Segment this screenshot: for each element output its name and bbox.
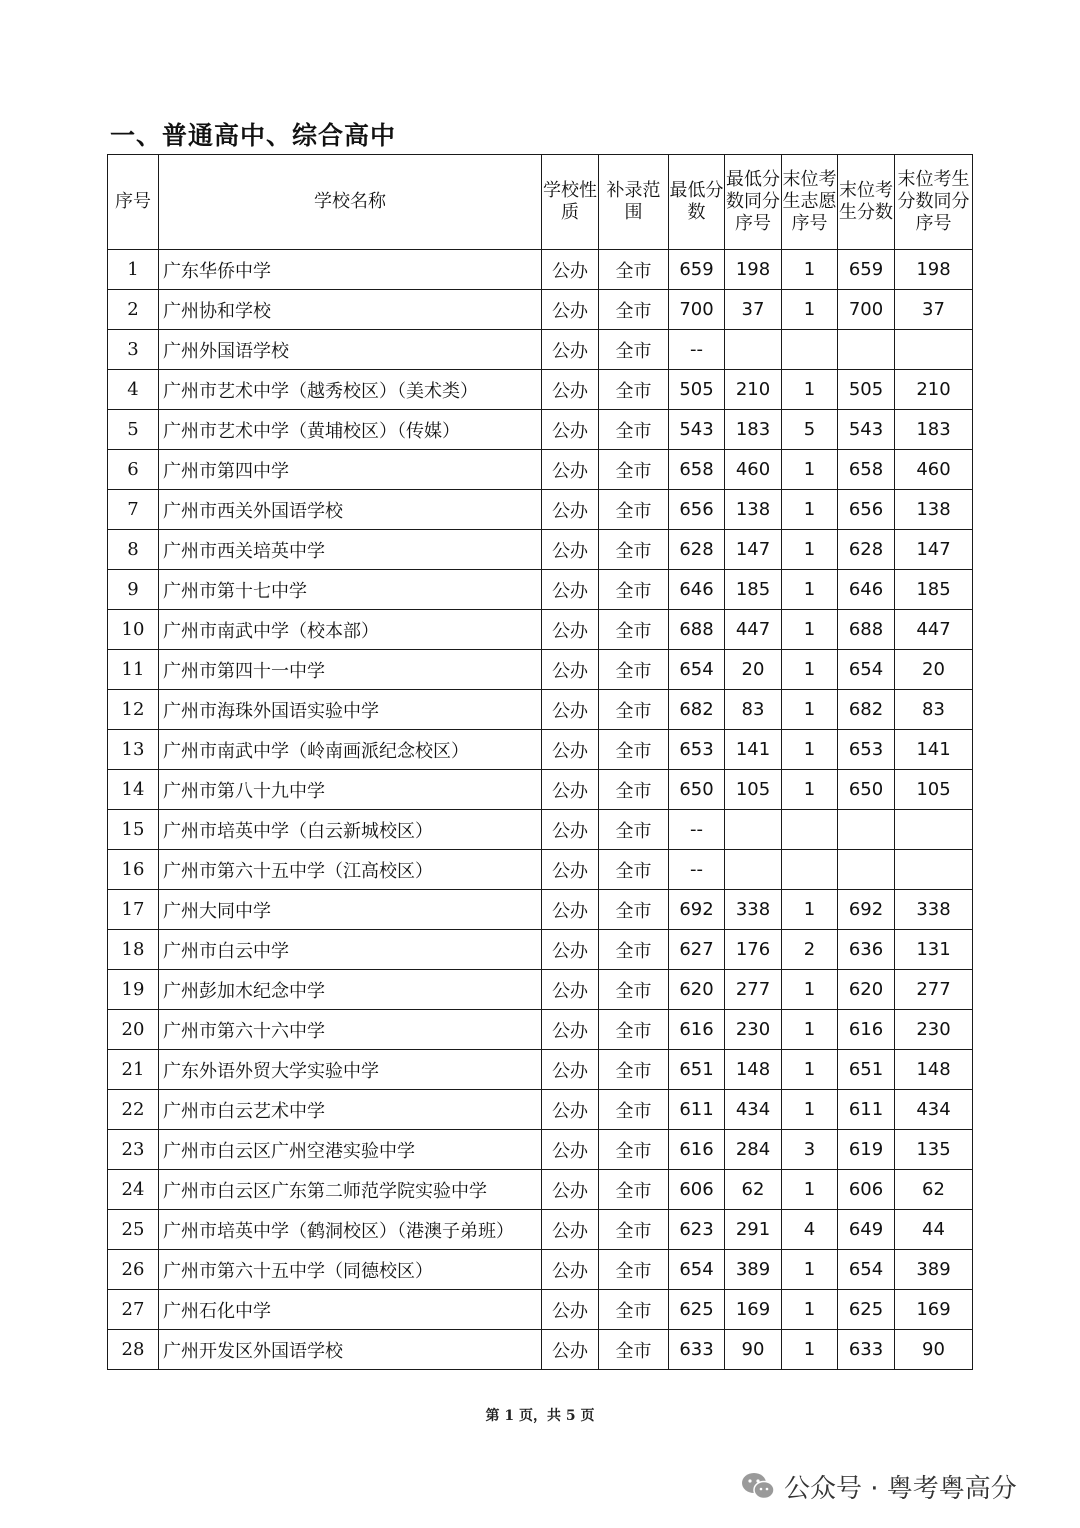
- table-cell: 1: [782, 250, 838, 290]
- table-cell: 24: [108, 1170, 159, 1210]
- table-cell: 183: [725, 410, 782, 450]
- table-cell: 全市: [599, 770, 669, 810]
- table-cell: 606: [838, 1170, 895, 1210]
- table-cell: 全市: [599, 450, 669, 490]
- table-cell: [782, 810, 838, 850]
- table-cell: [838, 810, 895, 850]
- table-cell: 277: [725, 970, 782, 1010]
- table-cell: 198: [895, 250, 973, 290]
- table-cell: 公办: [542, 570, 599, 610]
- table-cell: [838, 850, 895, 890]
- table-cell: 141: [895, 730, 973, 770]
- table-cell: 700: [838, 290, 895, 330]
- table-cell: [725, 810, 782, 850]
- table-cell: 447: [725, 610, 782, 650]
- table-cell: 12: [108, 690, 159, 730]
- table-cell: 3: [782, 1130, 838, 1170]
- table-row: [108, 370, 973, 410]
- table-cell: 389: [895, 1250, 973, 1290]
- table-cell: 692: [669, 890, 725, 930]
- table-header-row: [108, 155, 973, 250]
- table-row: [108, 770, 973, 810]
- table-cell: [725, 850, 782, 890]
- page-footer: 第 1 页，共 5 页: [485, 1408, 595, 1424]
- table-row: [108, 890, 973, 930]
- table-cell: 全市: [599, 1090, 669, 1130]
- table-cell: 646: [838, 570, 895, 610]
- table-cell: 全市: [599, 690, 669, 730]
- table-cell: 公办: [542, 970, 599, 1010]
- table-cell: 1: [782, 370, 838, 410]
- table-cell: 公办: [542, 890, 599, 930]
- table-cell: 公办: [542, 850, 599, 890]
- table-cell: 135: [895, 1130, 973, 1170]
- table-cell: 434: [725, 1090, 782, 1130]
- table-cell: 全市: [599, 610, 669, 650]
- table-cell: 公办: [542, 1290, 599, 1330]
- table-row: [108, 850, 973, 890]
- table-cell: 25: [108, 1210, 159, 1250]
- header-last-score: 末位考生分数: [838, 155, 895, 250]
- table-cell: 692: [838, 890, 895, 930]
- table-cell: 全市: [599, 330, 669, 370]
- table-cell: 全市: [599, 1250, 669, 1290]
- table-cell: 90: [895, 1330, 973, 1370]
- table-cell: 公办: [542, 1330, 599, 1370]
- table-cell: 543: [669, 410, 725, 450]
- header-school-type: 学校性质: [542, 155, 599, 250]
- table-cell: 广州外国语学校: [159, 330, 542, 370]
- table-cell: 公办: [542, 330, 599, 370]
- table-cell: 183: [895, 410, 973, 450]
- table-cell: 37: [725, 290, 782, 330]
- table-cell: 公办: [542, 1250, 599, 1290]
- table-cell: 广州市培英中学（鹤洞校区）（港澳子弟班）: [159, 1210, 542, 1250]
- table-cell: 185: [725, 570, 782, 610]
- table-cell: 17: [108, 890, 159, 930]
- table-cell: 628: [838, 530, 895, 570]
- table-cell: 广州开发区外国语学校: [159, 1330, 542, 1370]
- table-row: [108, 1130, 973, 1170]
- table-cell: 23: [108, 1130, 159, 1170]
- table-cell: 公办: [542, 1010, 599, 1050]
- table-cell: 全市: [599, 1050, 669, 1090]
- table-cell: 广州市南武中学（岭南画派纪念校区）: [159, 730, 542, 770]
- table-cell: 628: [669, 530, 725, 570]
- table-row: [108, 1010, 973, 1050]
- table-cell: 20: [725, 650, 782, 690]
- header-min-score-rank: 最低分数同分序号: [725, 155, 782, 250]
- table-cell: 广州市西关外国语学校: [159, 490, 542, 530]
- table-cell: 10: [108, 610, 159, 650]
- table-cell: 148: [725, 1050, 782, 1090]
- table-cell: 广东华侨中学: [159, 250, 542, 290]
- table-cell: 公办: [542, 490, 599, 530]
- table-cell: 147: [725, 530, 782, 570]
- table-row: [108, 490, 973, 530]
- table-cell: 广州市第四十一中学: [159, 650, 542, 690]
- table-cell: 公办: [542, 610, 599, 650]
- table-cell: 9: [108, 570, 159, 610]
- table-cell: 338: [725, 890, 782, 930]
- table-cell: 全市: [599, 1010, 669, 1050]
- table-cell: 688: [838, 610, 895, 650]
- table-cell: [895, 850, 973, 890]
- table-cell: 广州市第六十六中学: [159, 1010, 542, 1050]
- table-cell: 682: [669, 690, 725, 730]
- header-school-name: 学校名称: [159, 155, 542, 250]
- table-cell: 543: [838, 410, 895, 450]
- table-cell: 广东外语外贸大学实验中学: [159, 1050, 542, 1090]
- table-cell: 全市: [599, 970, 669, 1010]
- table-cell: [895, 810, 973, 850]
- table-cell: 广州市西关培英中学: [159, 530, 542, 570]
- table-cell: 全市: [599, 530, 669, 570]
- table-cell: 636: [838, 930, 895, 970]
- table-cell: 20: [108, 1010, 159, 1050]
- table-cell: [895, 330, 973, 370]
- table-cell: 131: [895, 930, 973, 970]
- table-cell: 全市: [599, 930, 669, 970]
- table-cell: [838, 330, 895, 370]
- table-cell: 公办: [542, 730, 599, 770]
- table-row: [108, 410, 973, 450]
- table-cell: 全市: [599, 410, 669, 450]
- table-cell: 1: [782, 610, 838, 650]
- table-cell: 公办: [542, 370, 599, 410]
- table-cell: 623: [669, 1210, 725, 1250]
- table-row: [108, 1210, 973, 1250]
- table-cell: 105: [725, 770, 782, 810]
- table-cell: 18: [108, 930, 159, 970]
- table-cell: 公办: [542, 290, 599, 330]
- table-cell: 1: [782, 450, 838, 490]
- table-cell: [782, 850, 838, 890]
- table-cell: 19: [108, 970, 159, 1010]
- table-cell: 22: [108, 1090, 159, 1130]
- table-cell: 全市: [599, 570, 669, 610]
- table-cell: 11: [108, 650, 159, 690]
- table-cell: 15: [108, 810, 159, 850]
- table-cell: 83: [895, 690, 973, 730]
- table-cell: 619: [838, 1130, 895, 1170]
- table-row: [108, 290, 973, 330]
- table-cell: 全市: [599, 730, 669, 770]
- table-cell: 654: [838, 1250, 895, 1290]
- table-cell: 公办: [542, 810, 599, 850]
- table-cell: 505: [669, 370, 725, 410]
- table-cell: 广州市培英中学（白云新城校区）: [159, 810, 542, 850]
- table-cell: 291: [725, 1210, 782, 1250]
- table-row: [108, 250, 973, 290]
- table-cell: 654: [838, 650, 895, 690]
- table-cell: 653: [838, 730, 895, 770]
- table-row: [108, 930, 973, 970]
- table-cell: 公办: [542, 250, 599, 290]
- table-cell: 广州市艺术中学（越秀校区）（美术类）: [159, 370, 542, 410]
- table-cell: 1: [782, 570, 838, 610]
- table-cell: 1: [782, 1330, 838, 1370]
- table-cell: 7: [108, 490, 159, 530]
- table-cell: 26: [108, 1250, 159, 1290]
- table-cell: 13: [108, 730, 159, 770]
- header-min-score: 最低分数: [669, 155, 725, 250]
- table-cell: 105: [895, 770, 973, 810]
- table-cell: 公办: [542, 1210, 599, 1250]
- table-cell: 185: [895, 570, 973, 610]
- table-row: [108, 650, 973, 690]
- header-last-score-rank: 末位考生分数同分序号: [895, 155, 973, 250]
- score-table: [107, 154, 973, 1370]
- table-cell: 656: [838, 490, 895, 530]
- table-cell: 654: [669, 650, 725, 690]
- table-cell: 230: [895, 1010, 973, 1050]
- table-cell: 广州市第六十五中学（江高校区）: [159, 850, 542, 890]
- table-cell: 284: [725, 1130, 782, 1170]
- table-cell: 1: [782, 730, 838, 770]
- table-cell: 公办: [542, 1090, 599, 1130]
- table-cell: 全市: [599, 290, 669, 330]
- table-cell: 全市: [599, 370, 669, 410]
- table-cell: 210: [895, 370, 973, 410]
- table-row: [108, 1330, 973, 1370]
- table-cell: 全市: [599, 1170, 669, 1210]
- table-cell: 全市: [599, 650, 669, 690]
- table-cell: 651: [838, 1050, 895, 1090]
- table-cell: 3: [108, 330, 159, 370]
- table-cell: 682: [838, 690, 895, 730]
- table-cell: 625: [838, 1290, 895, 1330]
- table-cell: 633: [838, 1330, 895, 1370]
- table-cell: 37: [895, 290, 973, 330]
- table-cell: 627: [669, 930, 725, 970]
- table-cell: 公办: [542, 1130, 599, 1170]
- table-cell: 44: [895, 1210, 973, 1250]
- table-cell: 62: [895, 1170, 973, 1210]
- table-cell: 651: [669, 1050, 725, 1090]
- table-cell: 广州彭加木纪念中学: [159, 970, 542, 1010]
- table-cell: 1: [782, 1090, 838, 1130]
- table-cell: 620: [669, 970, 725, 1010]
- table-cell: 505: [838, 370, 895, 410]
- table-cell: 658: [669, 450, 725, 490]
- table-cell: 1: [782, 290, 838, 330]
- table-cell: 公办: [542, 690, 599, 730]
- table-cell: 389: [725, 1250, 782, 1290]
- table-cell: 广州协和学校: [159, 290, 542, 330]
- table-cell: 8: [108, 530, 159, 570]
- table-row: [108, 1290, 973, 1330]
- table-row: [108, 570, 973, 610]
- table-cell: 5: [108, 410, 159, 450]
- table-cell: 1: [108, 250, 159, 290]
- header-last-choice-no: 末位考生志愿序号: [782, 155, 838, 250]
- table-cell: 1: [782, 490, 838, 530]
- table-cell: 1: [782, 1050, 838, 1090]
- table-cell: 14: [108, 770, 159, 810]
- table-cell: 1: [782, 770, 838, 810]
- table-cell: 633: [669, 1330, 725, 1370]
- table-cell: 全市: [599, 1290, 669, 1330]
- table-cell: --: [669, 850, 725, 890]
- table-cell: 148: [895, 1050, 973, 1090]
- table-cell: 28: [108, 1330, 159, 1370]
- table-cell: 27: [108, 1290, 159, 1330]
- table-cell: 广州市白云中学: [159, 930, 542, 970]
- section-title: 一、普通高中、综合高中: [110, 121, 397, 150]
- table-cell: 230: [725, 1010, 782, 1050]
- table-cell: 全市: [599, 810, 669, 850]
- table-cell: 公办: [542, 930, 599, 970]
- table-cell: 1: [782, 1290, 838, 1330]
- table-cell: 147: [895, 530, 973, 570]
- table-cell: 公办: [542, 1170, 599, 1210]
- table-cell: 653: [669, 730, 725, 770]
- table-cell: 650: [838, 770, 895, 810]
- table-cell: 4: [108, 370, 159, 410]
- table-cell: 公办: [542, 450, 599, 490]
- table-cell: [782, 330, 838, 370]
- table-cell: 广州市白云区广州空港实验中学: [159, 1130, 542, 1170]
- table-cell: --: [669, 810, 725, 850]
- table-cell: 646: [669, 570, 725, 610]
- table-cell: 460: [895, 450, 973, 490]
- table-cell: 277: [895, 970, 973, 1010]
- header-seq: 序号: [108, 155, 159, 250]
- table-cell: 434: [895, 1090, 973, 1130]
- table-cell: 654: [669, 1250, 725, 1290]
- table-row: [108, 730, 973, 770]
- table-cell: 21: [108, 1050, 159, 1090]
- table-cell: 广州市南武中学（校本部）: [159, 610, 542, 650]
- table-cell: 1: [782, 690, 838, 730]
- table-cell: 公办: [542, 530, 599, 570]
- table-cell: 1: [782, 530, 838, 570]
- table-cell: 447: [895, 610, 973, 650]
- table-cell: 公办: [542, 1050, 599, 1090]
- header-scope: 补录范围: [599, 155, 669, 250]
- table-row: [108, 530, 973, 570]
- table-cell: 649: [838, 1210, 895, 1250]
- table-cell: 650: [669, 770, 725, 810]
- table-row: [108, 1090, 973, 1130]
- table-cell: --: [669, 330, 725, 370]
- table-cell: 616: [838, 1010, 895, 1050]
- table-cell: 公办: [542, 410, 599, 450]
- table-cell: 广州市白云区广东第二师范学院实验中学: [159, 1170, 542, 1210]
- table-cell: 176: [725, 930, 782, 970]
- table-cell: 210: [725, 370, 782, 410]
- table-cell: 700: [669, 290, 725, 330]
- table-row: [108, 1250, 973, 1290]
- table-cell: 全市: [599, 250, 669, 290]
- table-cell: 6: [108, 450, 159, 490]
- table-row: [108, 610, 973, 650]
- table-cell: 广州石化中学: [159, 1290, 542, 1330]
- table-row: [108, 1050, 973, 1090]
- table-cell: 2: [108, 290, 159, 330]
- table-cell: 658: [838, 450, 895, 490]
- table-cell: 全市: [599, 490, 669, 530]
- table-cell: 全市: [599, 1330, 669, 1370]
- table-cell: 338: [895, 890, 973, 930]
- table-cell: 全市: [599, 1130, 669, 1170]
- table-cell: 全市: [599, 1210, 669, 1250]
- table-cell: 62: [725, 1170, 782, 1210]
- table-cell: 688: [669, 610, 725, 650]
- table-cell: 138: [725, 490, 782, 530]
- table-cell: 广州大同中学: [159, 890, 542, 930]
- table-cell: 138: [895, 490, 973, 530]
- table-cell: 广州市第八十九中学: [159, 770, 542, 810]
- table-row: [108, 330, 973, 370]
- table-cell: 全市: [599, 890, 669, 930]
- table-row: [108, 970, 973, 1010]
- table-cell: 全市: [599, 850, 669, 890]
- table-cell: 广州市白云艺术中学: [159, 1090, 542, 1130]
- table-cell: 90: [725, 1330, 782, 1370]
- table-cell: 4: [782, 1210, 838, 1250]
- table-cell: 656: [669, 490, 725, 530]
- table-cell: 611: [838, 1090, 895, 1130]
- table-cell: 1: [782, 970, 838, 1010]
- table-cell: 广州市艺术中学（黄埔校区）（传媒）: [159, 410, 542, 450]
- table-cell: 1: [782, 890, 838, 930]
- table-cell: 广州市海珠外国语实验中学: [159, 690, 542, 730]
- table-cell: 公办: [542, 650, 599, 690]
- table-cell: 公办: [542, 770, 599, 810]
- table-cell: 616: [669, 1130, 725, 1170]
- table-cell: 169: [725, 1290, 782, 1330]
- table-cell: 659: [669, 250, 725, 290]
- table-cell: 460: [725, 450, 782, 490]
- table-cell: 20: [895, 650, 973, 690]
- table-cell: 广州市第四中学: [159, 450, 542, 490]
- table-cell: 198: [725, 250, 782, 290]
- table-cell: 611: [669, 1090, 725, 1130]
- table-cell: 141: [725, 730, 782, 770]
- wechat-icon: [740, 1471, 776, 1501]
- table-cell: 1: [782, 1010, 838, 1050]
- table-row: [108, 450, 973, 490]
- table-cell: 659: [838, 250, 895, 290]
- table-row: [108, 810, 973, 850]
- table-cell: 606: [669, 1170, 725, 1210]
- table-cell: 620: [838, 970, 895, 1010]
- table-cell: 1: [782, 650, 838, 690]
- table-cell: 广州市第六十五中学（同德校区）: [159, 1250, 542, 1290]
- table-cell: 1: [782, 1250, 838, 1290]
- watermark: [740, 1466, 1017, 1506]
- table-cell: 169: [895, 1290, 973, 1330]
- table-row: [108, 690, 973, 730]
- table-row: [108, 1170, 973, 1210]
- table-cell: 83: [725, 690, 782, 730]
- watermark-text: 公众号 · 粤考粤高分: [784, 1473, 1017, 1504]
- table-cell: [725, 330, 782, 370]
- table-cell: 616: [669, 1010, 725, 1050]
- table-cell: 2: [782, 930, 838, 970]
- table-cell: 广州市第十七中学: [159, 570, 542, 610]
- table-body: [108, 250, 973, 1370]
- table-cell: 1: [782, 1170, 838, 1210]
- table-cell: 5: [782, 410, 838, 450]
- table-cell: 16: [108, 850, 159, 890]
- table-cell: 625: [669, 1290, 725, 1330]
